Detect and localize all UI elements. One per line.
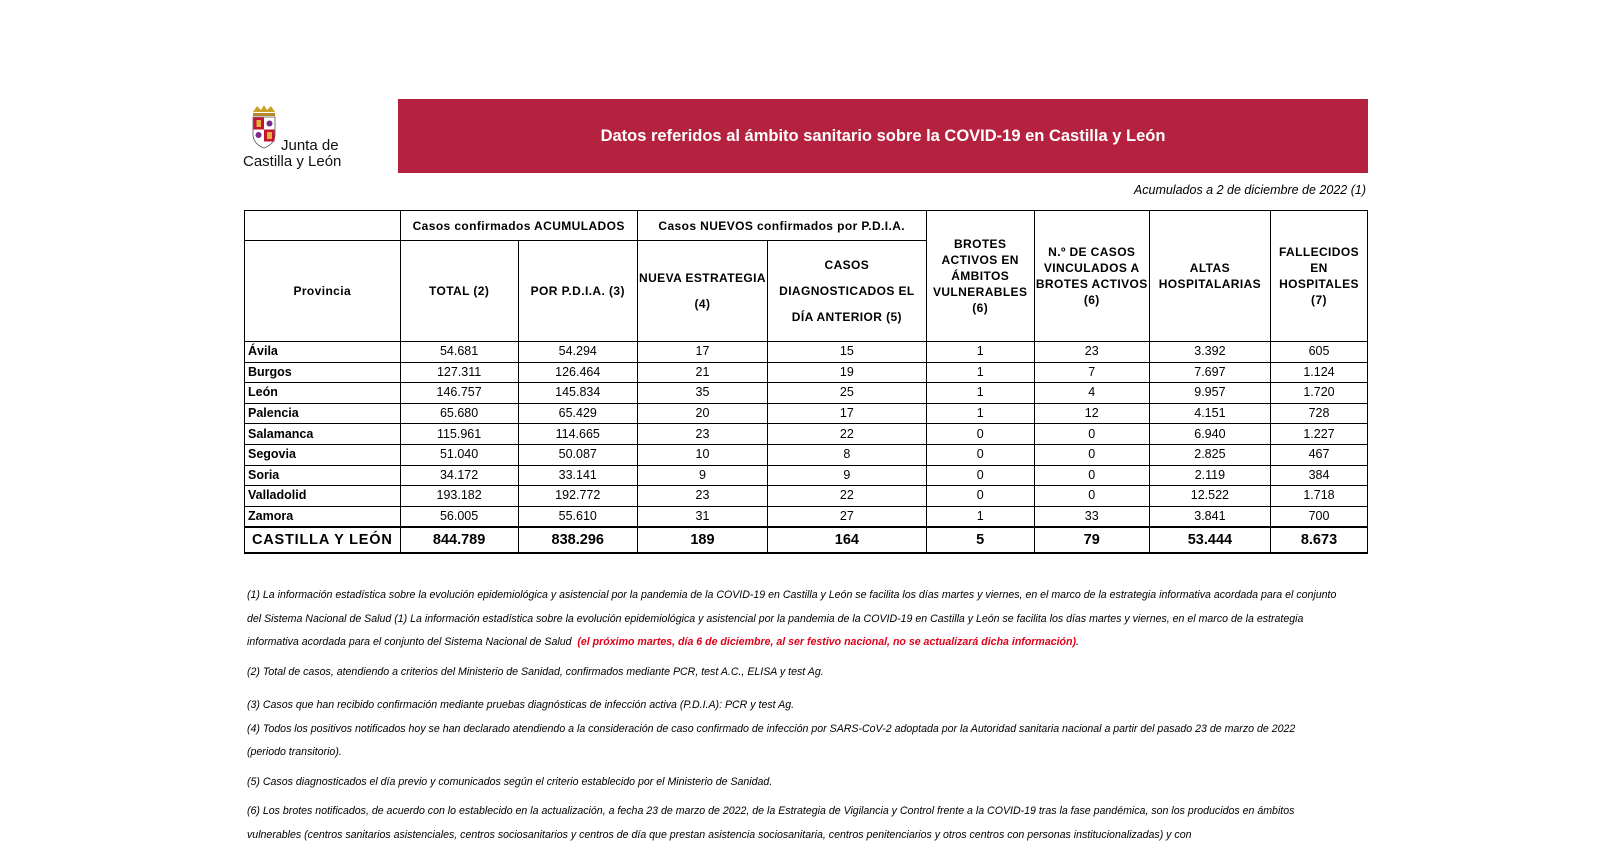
table-cell: 17: [637, 342, 767, 363]
banner-title: Datos referidos al ámbito sanitario sobre la COVID-19 en Castilla y León: [600, 126, 1166, 145]
table-cell: 34.172: [400, 465, 518, 486]
table-cell: 22: [768, 486, 927, 507]
table-cell: 0: [1034, 424, 1149, 445]
table-cell: 0: [926, 444, 1034, 465]
table-cell: 467: [1270, 444, 1367, 465]
total-label: CASTILLA Y LEÓN: [245, 527, 401, 553]
province-name: Soria: [245, 465, 401, 486]
note-6: (6) Los brotes notificados, de acuerdo con lo establecido en la actualización, a fecha 23 de marzo de 2022, de la Estrategia de Vigilancia y Control frente a la COVID-19 tras la fase pandémica, son los producidos en ámbitos vulnerables (centros sanitarios asistenciales, centros sociosanitarios y centros de día que prestan asistencia sociosanitaria, centros penitenciarios y otros centros con personas institucionalizadas) y con: [247, 805, 1295, 841]
table-cell: 700: [1270, 506, 1367, 527]
table-body: [245, 342, 1368, 528]
table-cell: 3.841: [1149, 506, 1270, 527]
table-cell: 7: [1034, 362, 1149, 383]
table-cell: 19: [768, 362, 927, 383]
table-cell: 33.141: [518, 465, 637, 486]
table-cell: 23: [637, 486, 767, 507]
table-cell: 4: [1034, 383, 1149, 404]
province-name: Zamora: [245, 506, 401, 527]
table-cell: 55.610: [518, 506, 637, 527]
col-header-nueva-estrategia: NUEVA ESTRATEGIA (4): [637, 241, 767, 342]
province-name: Valladolid: [245, 486, 401, 507]
table-row: [245, 403, 1368, 424]
table-cell: 1: [926, 383, 1034, 404]
table-cell: 9: [637, 465, 767, 486]
col-header-casos-dia-anterior: CASOS DIAGNOSTICADOS EL DÍA ANTERIOR (5): [768, 241, 927, 342]
note-1: [247, 584, 1337, 655]
total-row: [245, 527, 1368, 553]
table-cell: 23: [1034, 342, 1149, 363]
logo-line-2: Castilla y León: [243, 153, 342, 170]
table-cell: 51.040: [400, 444, 518, 465]
table-row: [245, 444, 1368, 465]
group-header-acumulados: Casos confirmados ACUMULADOS: [400, 211, 637, 241]
province-name: Segovia: [245, 444, 401, 465]
table-cell: 126.464: [518, 362, 637, 383]
table-row: [245, 465, 1368, 486]
table-cell: 1: [926, 342, 1034, 363]
table-cell: 1.718: [1270, 486, 1367, 507]
col-header-fallecidos: FALLECIDOS EN HOSPITALES (7): [1270, 211, 1367, 342]
table-cell: 127.311: [400, 362, 518, 383]
total-cell: 8.673: [1270, 527, 1367, 553]
table-cell: 12.522: [1149, 486, 1270, 507]
table-row: [245, 342, 1368, 363]
table-cell: 25: [768, 383, 927, 404]
table-cell: 15: [768, 342, 927, 363]
table-cell: 65.680: [400, 403, 518, 424]
table-cell: 65.429: [518, 403, 637, 424]
table-cell: 0: [926, 424, 1034, 445]
note-1-text: (1) La información estadística sobre la evolución epidemiológica y asistencial por la pandemia de la COVID-19 en Castilla y León se facilita los días martes y viernes, en el marco de la estrategia informativa acordada para el conjunto del Sistema Nacional de Salud (1) La información estadística sobre la evolución epidemiológica y asistencial por la pandemia de la COVID-19 en Castilla y León se facilita los días martes y viernes, en el marco de la estrategia informativa acordada para el conjunto del Sistema Nacional de Salud: [247, 589, 1337, 648]
table-cell: 33: [1034, 506, 1149, 527]
province-name: Ávila: [245, 342, 401, 363]
col-header-altas: ALTAS HOSPITALARIAS: [1149, 211, 1270, 342]
corner-cell: [245, 211, 401, 241]
total-cell: 5: [926, 527, 1034, 553]
table-cell: 114.665: [518, 424, 637, 445]
table-cell: 145.834: [518, 383, 637, 404]
table-row: [245, 486, 1368, 507]
table-cell: 1.720: [1270, 383, 1367, 404]
table-cell: 54.681: [400, 342, 518, 363]
group-header-nuevos: Casos NUEVOS confirmados por P.D.I.A.: [637, 211, 926, 241]
col-header-total: TOTAL (2): [400, 241, 518, 342]
table-cell: 0: [1034, 444, 1149, 465]
table-row: [245, 362, 1368, 383]
table-cell: 1: [926, 506, 1034, 527]
table-cell: 3.392: [1149, 342, 1270, 363]
table-cell: 1.227: [1270, 424, 1367, 445]
table-cell: 6.940: [1149, 424, 1270, 445]
table-cell: 4.151: [1149, 403, 1270, 424]
table-row: [245, 506, 1368, 527]
table-cell: 35: [637, 383, 767, 404]
table-cell: 384: [1270, 465, 1367, 486]
table-cell: 1.124: [1270, 362, 1367, 383]
table-cell: 0: [1034, 486, 1149, 507]
table-row: [245, 424, 1368, 445]
footnotes: [247, 584, 1337, 847]
table-cell: 605: [1270, 342, 1367, 363]
table-cell: 54.294: [518, 342, 637, 363]
total-cell: 53.444: [1149, 527, 1270, 553]
province-name: Palencia: [245, 403, 401, 424]
table-cell: 0: [926, 465, 1034, 486]
province-name: León: [245, 383, 401, 404]
table-cell: 23: [637, 424, 767, 445]
col-header-pdia: POR P.D.I.A. (3): [518, 241, 637, 342]
note-5: (5) Casos diagnosticados el día previo y comunicados según el criterio establecido por el Ministerio de Sanidad.: [247, 775, 773, 788]
note-1-end: .: [1076, 636, 1079, 648]
total-cell: 189: [637, 527, 767, 553]
table-cell: 9.957: [1149, 383, 1270, 404]
table-cell: 728: [1270, 403, 1367, 424]
table-cell: 56.005: [400, 506, 518, 527]
table-cell: 50.087: [518, 444, 637, 465]
logo-text: [243, 138, 341, 170]
table-cell: 2.825: [1149, 444, 1270, 465]
table-cell: 9: [768, 465, 927, 486]
table-cell: 31: [637, 506, 767, 527]
table-cell: 1: [926, 403, 1034, 424]
total-cell: 838.296: [518, 527, 637, 553]
total-cell: 79: [1034, 527, 1149, 553]
col-header-provincia: Provincia: [245, 241, 401, 342]
report-date: Acumulados a 2 de diciembre de 2022 (1): [1133, 183, 1366, 197]
table-cell: 10: [637, 444, 767, 465]
col-header-vinculados: N.º DE CASOS VINCULADOS A BROTES ACTIVOS (6): [1034, 211, 1149, 342]
col-header-brotes: BROTES ACTIVOS EN ÁMBITOS VULNERABLES (6): [926, 211, 1034, 342]
junta-logo: [243, 104, 363, 170]
table-cell: 115.961: [400, 424, 518, 445]
table-cell: 146.757: [400, 383, 518, 404]
table-cell: 192.772: [518, 486, 637, 507]
province-name: Salamanca: [245, 424, 401, 445]
note-2: (2) Total de casos, atendiendo a criterios del Ministerio de Sanidad, confirmados mediante PCR, test A.C., ELISA y test Ag.: [247, 665, 824, 678]
note-3: (3) Casos que han recibido confirmación mediante pruebas diagnósticas de infección activa (P.D.I.A): PCR y test Ag.: [247, 699, 795, 711]
table-cell: 20: [637, 403, 767, 424]
table-cell: 21: [637, 362, 767, 383]
table-cell: 22: [768, 424, 927, 445]
note-4: (4) Todos los positivos notificados hoy se han declarado atendiendo a la consideración de caso confirmado de infección por SARS-CoV-2 adoptada por la Autoridad sanitaria nacional a partir del pasado 23 de marzo de 2022 (periodo transitorio).: [247, 722, 1296, 758]
table-cell: 8: [768, 444, 927, 465]
covid-data-table: [244, 210, 1368, 554]
title-banner: [398, 99, 1368, 173]
table-cell: 2.119: [1149, 465, 1270, 486]
table-row: [245, 383, 1368, 404]
table-cell: 0: [1034, 465, 1149, 486]
table-cell: 1: [926, 362, 1034, 383]
table-cell: 7.697: [1149, 362, 1270, 383]
table-cell: 193.182: [400, 486, 518, 507]
table-cell: 17: [768, 403, 927, 424]
note-1-highlight: (el próximo martes, día 6 de diciembre, al ser festivo nacional, no se actualizará dicha información): [577, 636, 1077, 648]
total-cell: 844.789: [400, 527, 518, 553]
logo-line-1: Junta de: [281, 137, 339, 154]
table-cell: 27: [768, 506, 927, 527]
table-cell: 0: [926, 486, 1034, 507]
province-name: Burgos: [245, 362, 401, 383]
table-cell: 12: [1034, 403, 1149, 424]
total-cell: 164: [768, 527, 927, 553]
